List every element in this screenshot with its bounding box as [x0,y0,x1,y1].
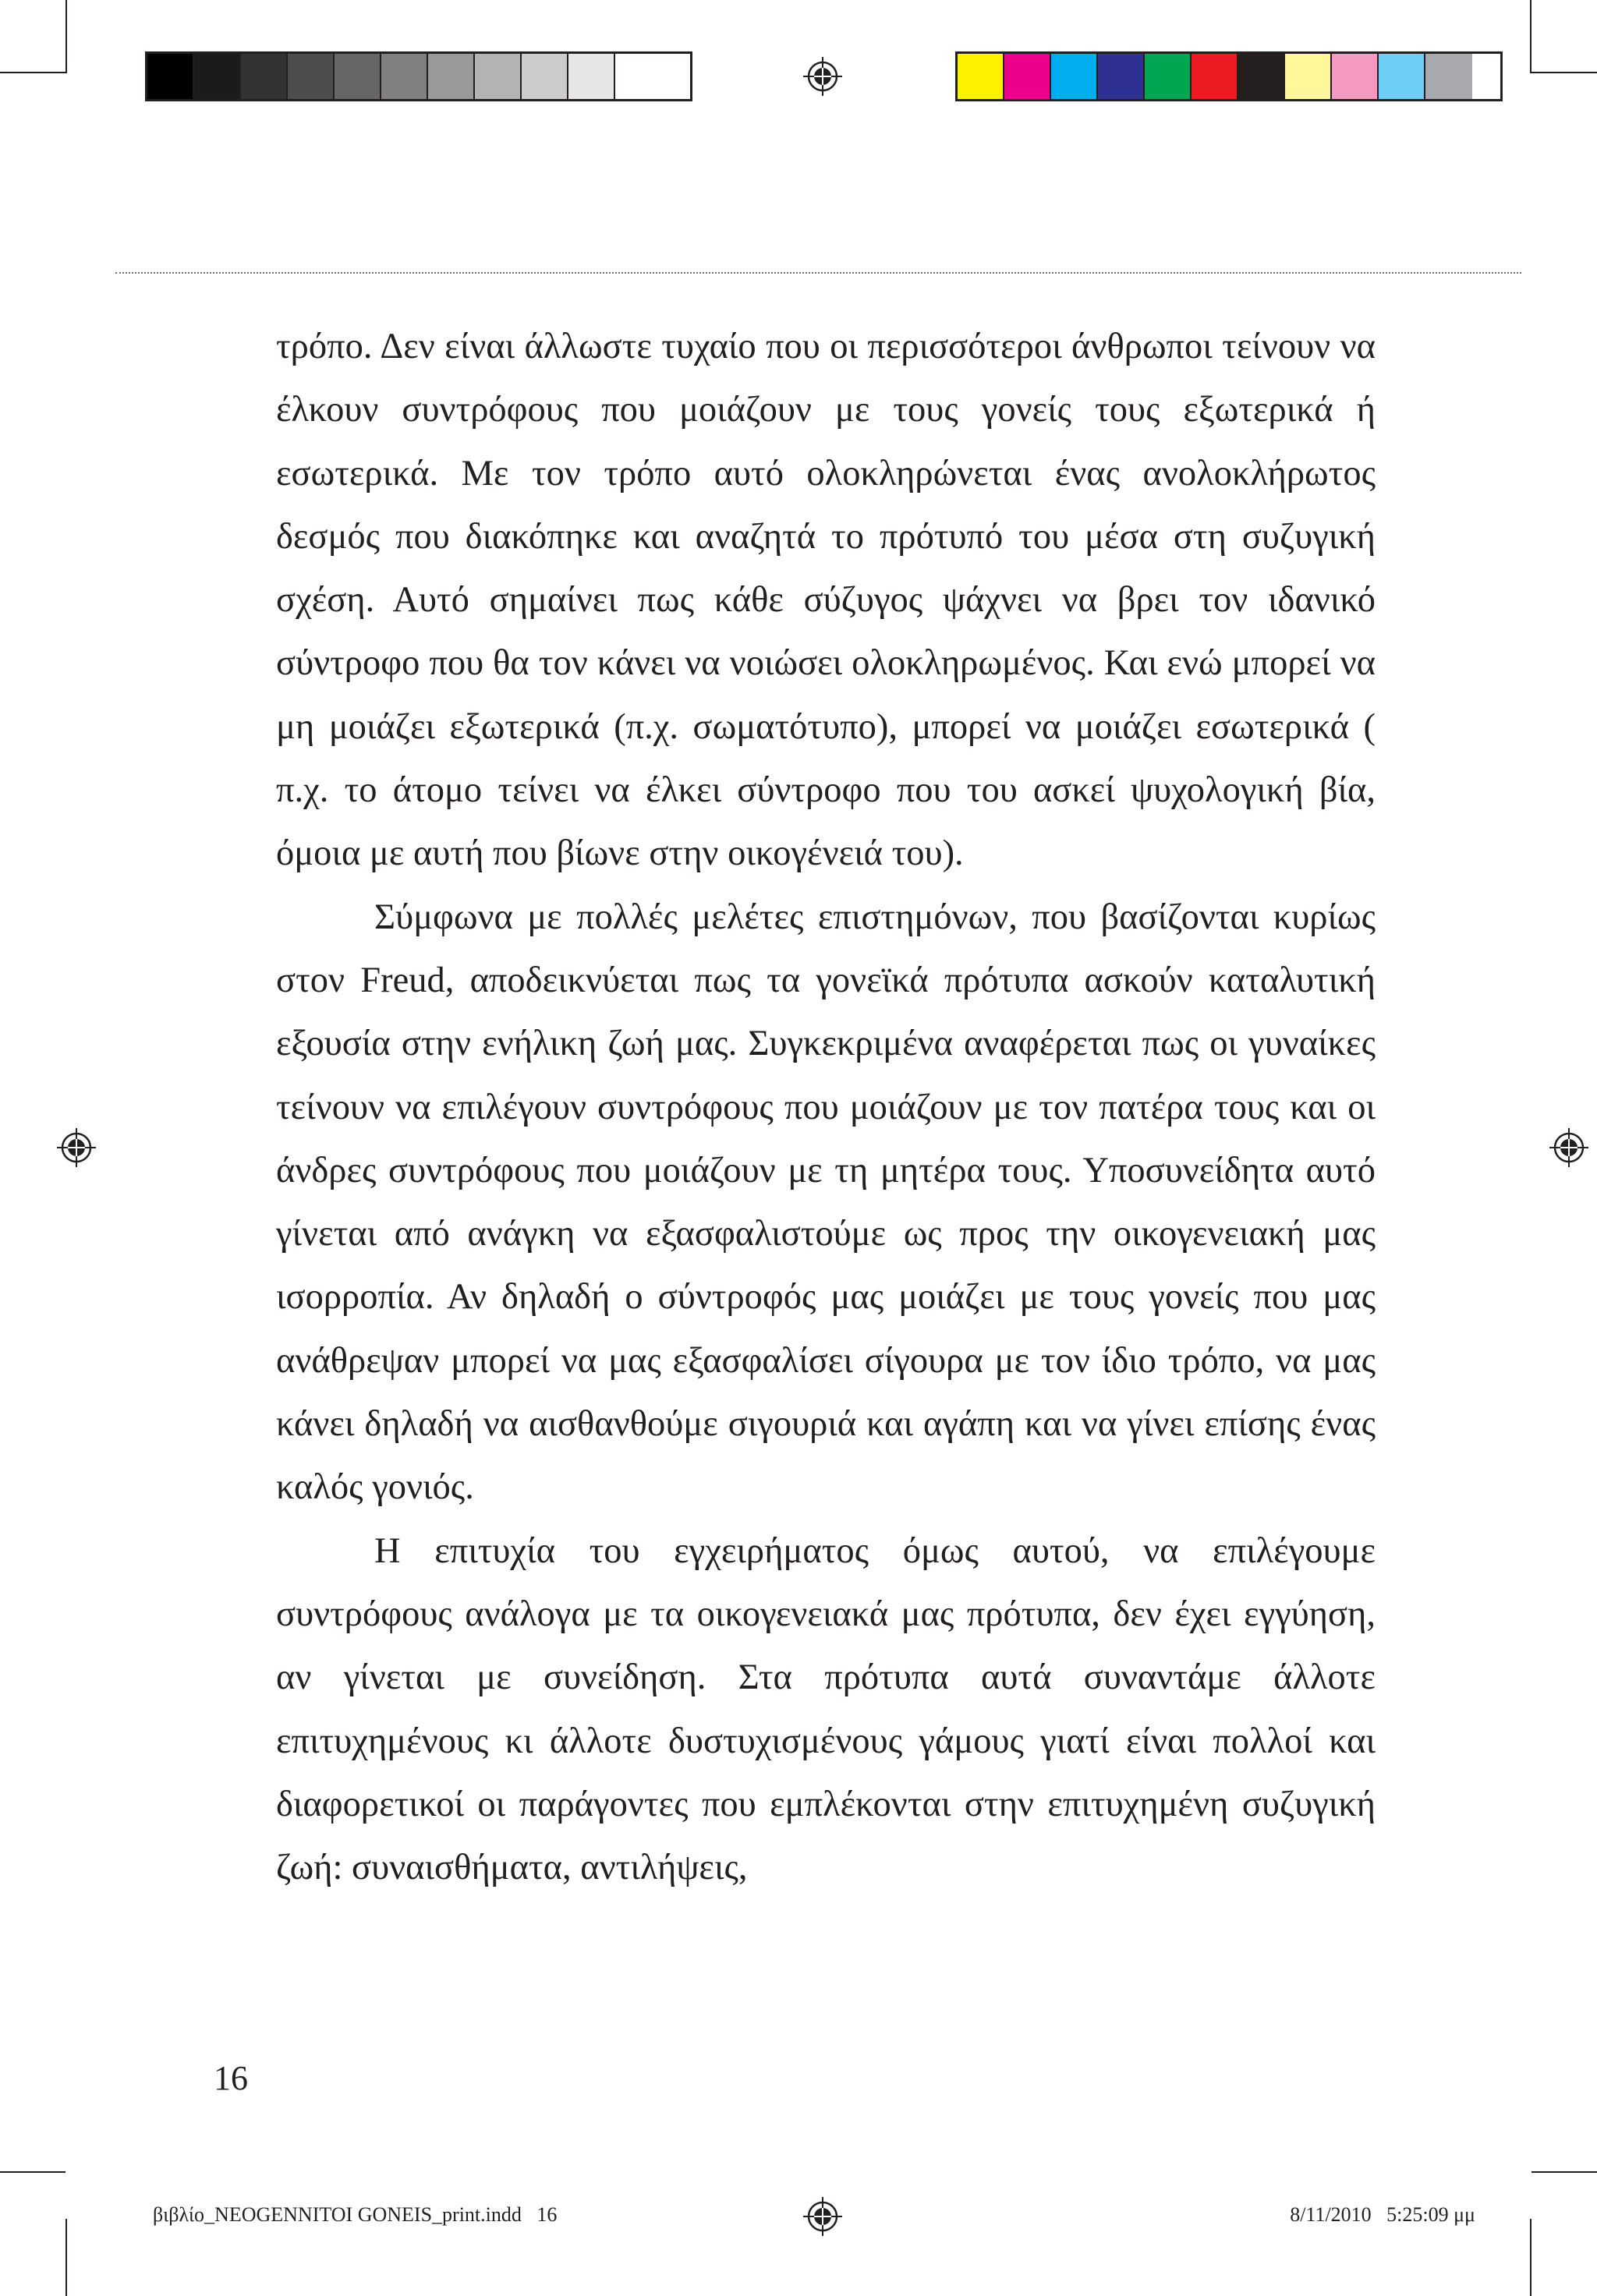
registration-mark-icon [802,2195,844,2238]
page-number: 16 [214,2059,248,2097]
process-color-bar [955,51,1503,101]
paragraph: Σύμφωνα με πολλές μελέτες επιστημόνων, που βασίζονται κυρίως στον Freud, αποδεικνύεται πως τα γονεϊκά πρότυπα ασκούν καταλυτική εξουσία στην ενήλικη ζωή μας. Συγκεκριμένα αναφέρεται πως οι γυναίκες τείνουν να επιλέγουν συντρόφους που μοιάζουν με τον πατέρα τους και οι άνδρες συντρόφους που μοιάζουν με τη μητέρα τους. Υποσυνείδητα αυτό γίνεται από ανάγκη να εξασφαλιστούμε ως προς την οικογενειακή μας ισορροπία. Αν δηλαδή ο σύντροφός μας μοιάζει με τους γονείς που μας ανάθρεψαν μπορεί να μας εξασφαλίσει σίγουρα με τον ίδιο τρόπο, να μας κάνει δηλαδή να αισθανθούμε σιγουριά και αγάπη και να γίνει επίσης ένας καλός γονιός. [276,897,1376,1508]
color-swatch [1238,54,1285,99]
registration-mark-icon [55,1127,97,1169]
color-swatch [1051,54,1098,99]
paragraph: Η επιτυχία του εγχειρήματος όμως αυτού, να επιλέγουμε συντρόφους ανάλογα με τα οικογενειακά μας πρότυπα, δεν έχει εγγύηση, αν γίνεται με συνείδηση. Στα πρότυπα αυτά συναντάμε άλλοτε επιτυχημένους κι άλλοτε δυστυχισμένους γάμους γιατί είναι πολλοί και διαφορετικοί οι παράγοντες που εμπλέκονται στην επιτυχημένη συζυγική ζωή: συναισθήματα, αντιλήψεις, [276,1530,1376,1888]
paragraph: τρόπο. Δεν είναι άλλωστε τυχαίο που οι περισσότεροι άνθρωποι τείνουν να έλκουν συντρόφους που μοιάζουν με τους γονείς τους εξωτερικά ή εσωτερικά. Με τον τρόπο αυτό ολοκληρώνεται ένας ανολοκλήρωτος δεσμός που διακόπηκε και αναζητά το πρότυπό του μέσα στη συζυγική σχέση. Αυτό σημαίνει πως κάθε σύζυγος ψάχνει να βρει τον ιδανικό σύντροφο που θα τον κάνει να νοιώσει ολοκληρωμένος. Και ενώ μπορεί να μη μοιάζει εξωτερικά (π.χ. σωματότυπο), μπορεί να μοιάζει εσωτερικά ( π.χ. το άτομο τείνει να έλκει σύντροφο που του ασκεί ψυχολογική βία, όμοια με αυτή που βίωνε στην οικογένειά του). [276,327,1376,874]
color-swatch [1004,54,1051,99]
crop-mark [0,2171,66,2173]
crop-mark [66,2219,67,2296]
color-swatch [194,54,241,99]
crop-mark [66,0,67,73]
color-swatch [1425,54,1472,99]
color-swatch [1332,54,1379,99]
crop-mark [1531,72,1597,73]
color-swatch [958,54,1004,99]
header-divider [115,272,1521,274]
color-swatch [615,54,662,99]
color-swatch [1285,54,1332,99]
slug-timestamp: 8/11/2010 5:25:09 μμ [1290,2203,1475,2226]
grayscale-color-bar [145,51,692,101]
crop-mark [1530,0,1531,73]
color-swatch [241,54,288,99]
color-swatch [1192,54,1238,99]
color-swatch [1379,54,1425,99]
crop-mark [0,72,66,73]
crop-mark [1530,2219,1531,2296]
color-swatch [475,54,522,99]
color-swatch [1098,54,1145,99]
color-swatch [1145,54,1192,99]
body-text [276,315,1376,1899]
slug-filename: βιβλίο_NEOGENNITOI GONEIS_print.indd 16 [153,2203,558,2226]
color-swatch [147,54,194,99]
color-swatch [335,54,381,99]
registration-mark-icon [1548,1127,1590,1169]
color-swatch [288,54,335,99]
color-swatch [568,54,615,99]
color-swatch [428,54,475,99]
registration-mark-icon [802,55,844,97]
crop-mark [1531,2171,1597,2173]
color-swatch [381,54,428,99]
color-swatch [522,54,568,99]
